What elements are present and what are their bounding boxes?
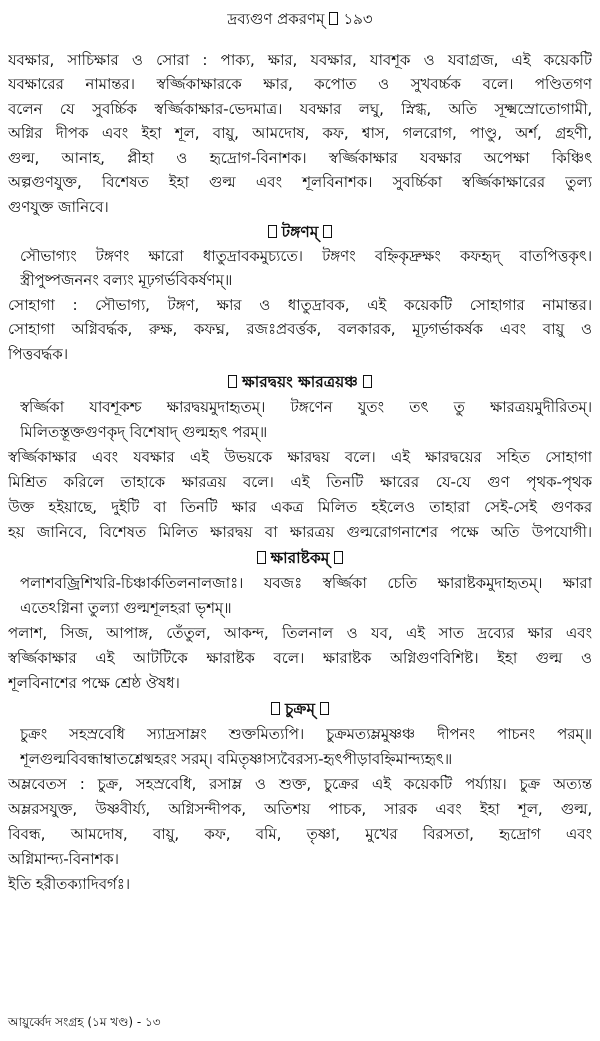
verse-line: সৌভাগ্যং টঙ্গণং ক্ষারো ধাতুদ্রাবকমুচ্যতে। টঙ্গণং বহ্নিকৃদ্রুক্ষং কফহৃদ্ বাতপিত্তকৃৎ। [20, 247, 592, 265]
box-glyph-icon [320, 702, 329, 715]
section-heading: ক্ষারদ্বয়ং ক্ষারত্রয়ঞ্চ [0, 371, 600, 393]
verse-line: এতেঽগ্নিনা তুল্যা গুল্মশূলহরা ভৃশম্॥ [20, 599, 232, 617]
text-line: বিবন্ধ, আমদোষ, বায়ু, কফ, বমি, তৃষ্ণা, মুখের বিরসতা, হৃদ্রোগ এবং [8, 825, 592, 843]
text-line: শূলবিনাশের পক্ষে শ্রেষ্ঠ ঔষধ। [8, 674, 180, 692]
box-glyph-icon [363, 375, 372, 388]
box-glyph-icon [334, 551, 343, 564]
box-glyph-icon [228, 375, 237, 388]
page-footer: আয়ুর্ব্বেদ সংগ্রহ (১ম খণ্ড) - ১৩ [8, 1015, 161, 1029]
section-heading: চুক্রম্ [0, 698, 600, 720]
text-line: মিশ্রিত করিলে তাহাকে ক্ষারত্রয় বলে। এই তিনটি ক্ষারের যে-যে গুণ পৃথক-পৃথক [8, 473, 592, 491]
text-line: যবক্ষারের নামান্তর। স্বর্জ্জিকাক্ষারকে ক্ষার, কপোত ও সুখবর্চ্চক বলে। পণ্ডিতগণ [8, 75, 592, 93]
text-line: গুল্ম, আনাহ, প্লীহা ও হৃদ্রোগ-বিনাশক। স্বর্জ্জিকাক্ষার যবক্ষার অপেক্ষা কিঞ্চিৎ [8, 149, 592, 167]
verse-line: চুক্রং সহস্রবেধি স্যাদ্রসাম্লং শুক্তমিত্যপি। চুক্রমত্যম্লমুষ্ণঞ্চ দীপনং পাচনং পরম্॥ [20, 725, 592, 743]
text-line: যবক্ষার, সাচিক্ষার ও সোরা : পাক্য, ক্ষার, যবক্ষার, যাবশূক ও যবাগ্রজ, এই কয়েকটি [8, 51, 592, 69]
verse-line: স্ত্রীপুষ্পজননং বল্যং মূঢ়গর্ভবিকর্ষণম্॥ [20, 271, 233, 289]
text-line: সোহাগা অগ্নিবর্দ্ধক, রুক্ষ, কফঘ্ন, রজঃপ্রবর্ত্তক, বলকারক, মূঢ়গর্ভাকর্ষক এবং বায়ু ও [8, 320, 592, 338]
text-line: বলেন যে সুবর্চ্চিক স্বর্জ্জিকাক্ষার-ভেদমাত্র। যবক্ষার লঘু, স্নিগ্ধ, অতি সূক্ষ্মস্রোতোগামী, [8, 100, 592, 118]
verse-line: পলাশবজ্রিশিখরি-চিঞ্চার্কতিলনালজাঃ। যবজঃ স্বর্জ্জিকা চেতি ক্ষারাষ্টকমুদাহৃতম্। ক্ষারা [20, 574, 592, 592]
box-glyph-icon [257, 551, 266, 564]
text-line: অম্লবেতস : চুক্র, সহস্রবেধি, রসাম্ল ও শুক্ত, চুক্রের এই কয়েকটি পর্য্যায়। চুক্র অত্যন্ত [8, 775, 592, 793]
text-line: অম্লরসযুক্ত, উষ্ণবীর্য্য, অগ্নিসন্দীপক, অতিশয় পাচক, সারক এবং ইহা শূল, গুল্ম, [8, 800, 592, 818]
box-glyph-icon [268, 225, 277, 238]
box-glyph-icon [329, 12, 338, 25]
page-number: ১৯৩ [343, 10, 373, 28]
running-header [0, 8, 600, 33]
text-line: অগ্নিমান্দ্য-বিনাশক। [8, 850, 119, 868]
verse-line: মিলিতস্তূক্তগুণকৃদ্ বিশেষাদ্ গুল্মহৃৎ পরম্॥ [20, 423, 268, 441]
text-line: হয় জানিবে, বিশেষত মিলিত ক্ষারদ্বয় বা ক্ষারত্রয় গুল্মরোগনাশের পক্ষে অতি উপযোগী। [8, 523, 592, 541]
text-line: পলাশ, সিজ, আপাঙ্গ, তেঁতুল, আকন্দ, তিলনাল ও যব, এই সাত দ্রব্যের ক্ষার এবং [8, 624, 592, 642]
text-line: অল্পগুণযুক্ত, বিশেষত ইহা গুল্ম এবং শূলবিনাশক। সুবর্চ্চিকা স্বর্জ্জিকাক্ষারের তুল্য [8, 173, 592, 191]
text-line: গুণযুক্ত জানিবে। [8, 198, 109, 216]
text-line: স্বর্জ্জিকাক্ষার এবং যবক্ষার এই উভয়কে ক্ষারদ্বয় বলে। এই ক্ষারদ্বয়ের সহিত সোহাগা [8, 448, 592, 466]
box-glyph-icon [271, 702, 280, 715]
closing-line: ইতি হরীতক্যাদিবর্গঃ। [8, 875, 131, 893]
verse-line: শূলগুল্মবিবন্ধাম্বাতশ্লেষ্মহরং সরম্। বমিতৃষ্ণাস্যবৈরস্য-হৃৎপীড়াবহ্নিমান্দ্যহৃৎ॥ [20, 750, 453, 768]
verse-line: স্বর্জ্জিকা যাবশূকশ্চ ক্ষারদ্বয়মুদাহৃতম্। টঙ্গণেন যুতং তৎ তু ক্ষারত্রয়মুদীরিতম্। [20, 398, 592, 416]
text-line: উক্ত হইয়াছে, দুইটি বা তিনটি ক্ষার একত্র মিলিত হইলেও তাহারা সেই-সেই গুণকর [8, 498, 592, 516]
text-line: অগ্নির দীপক এবং ইহা শূল, বায়ু, আমদোষ, কফ, শ্বাস, গলরোগ, পাণ্ডু, অর্শ, গ্রহণী, [8, 124, 592, 142]
text-line: সোহাগা : সৌভাগ্য, টঙ্গণ, ক্ষার ও ধাতুদ্রাবক, এই কয়েকটি সোহাগার নামান্তর। [8, 296, 592, 314]
text-line: পিত্তবর্দ্ধক। [8, 345, 68, 363]
header-title: দ্রব্যগুণ প্রকরণম্ [227, 10, 325, 28]
section-heading: ক্ষারাষ্টকম্ [0, 547, 600, 569]
text-line: স্বর্জ্জিকাক্ষার এই আটটিকে ক্ষারাষ্টক বলে। ক্ষারাষ্টক অগ্নিগুণবিশিষ্ট। ইহা গুল্ম ও [8, 649, 592, 667]
section-heading: টঙ্গণম্ [0, 221, 600, 243]
box-glyph-icon [323, 225, 332, 238]
